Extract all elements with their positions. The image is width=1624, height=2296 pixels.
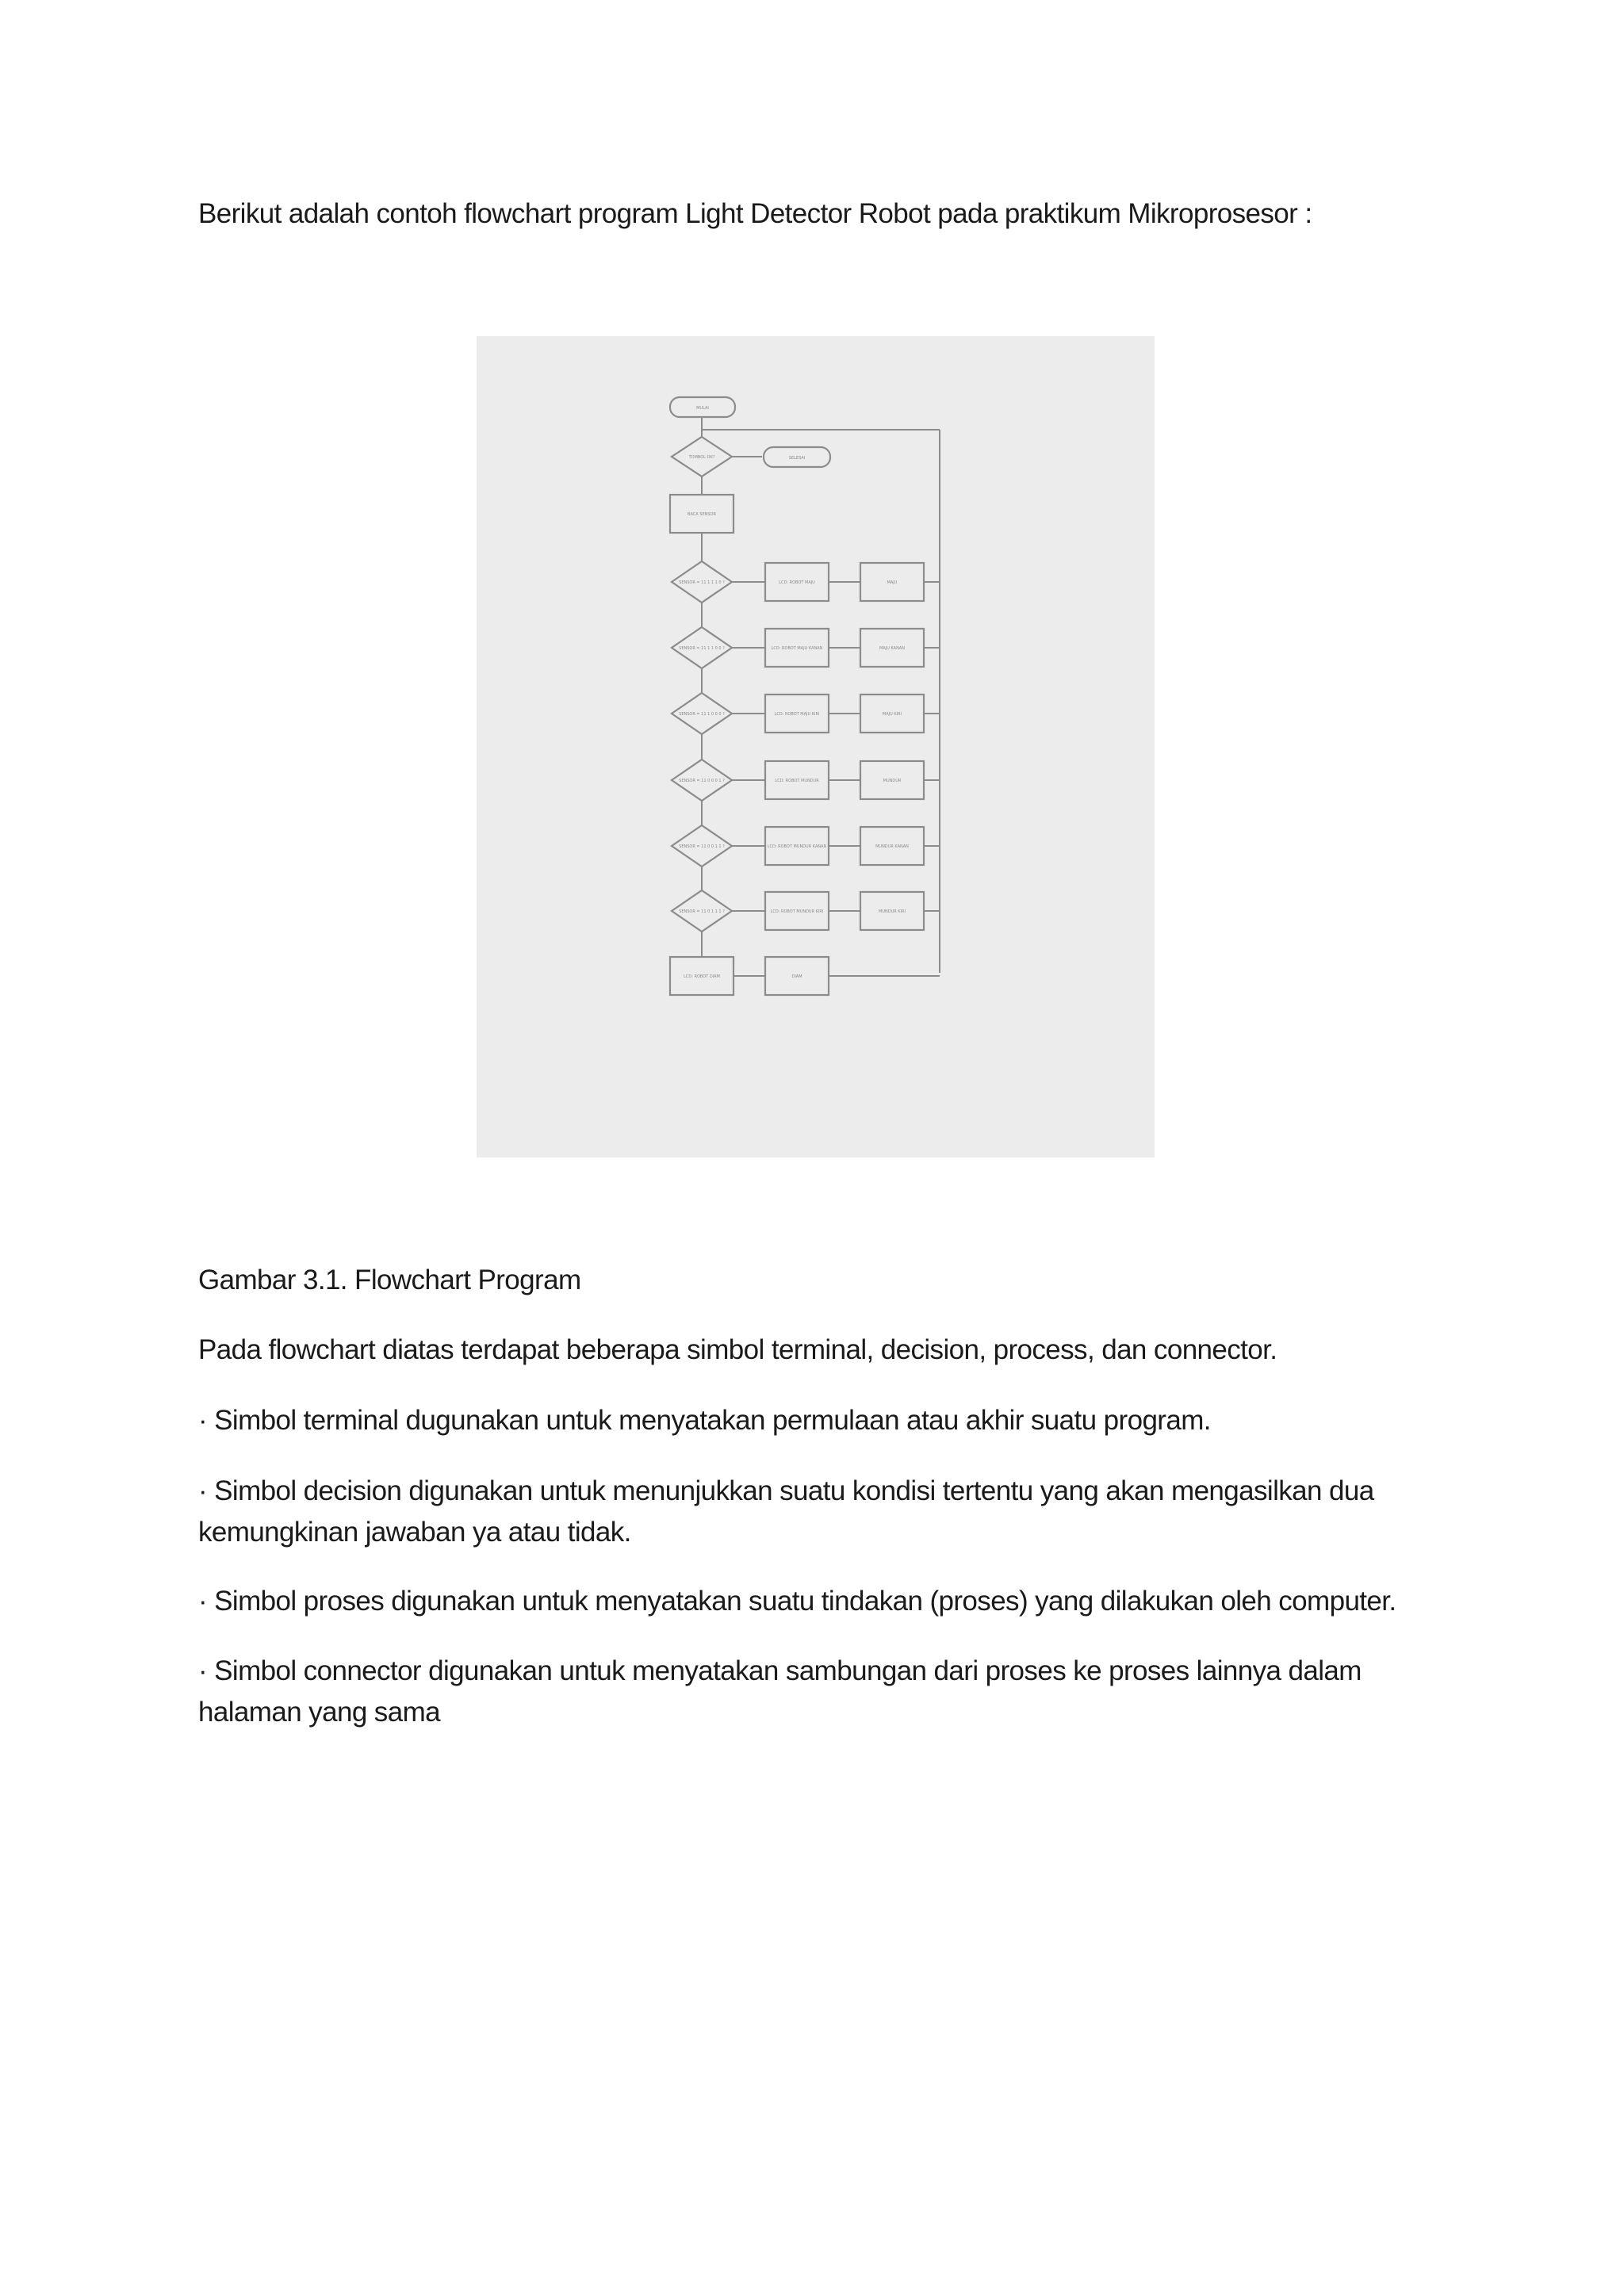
- action-label: MAJU KIRI: [882, 712, 902, 717]
- decision-row-2: [672, 627, 924, 668]
- lcd-label: LCD: ROBOT MUNDUR: [775, 779, 819, 783]
- decision-label: SENSOR = 11 0 0 0 1 ?: [679, 779, 725, 783]
- paragraph-5: · Simbol connector digunakan untuk menyatakan sambungan dari proses ke proses lainnya dalam halaman yang sama: [198, 1655, 1362, 1728]
- decision-row-4: [672, 760, 924, 801]
- lcd-label: LCD: ROBOT MAJU KANAN: [771, 646, 823, 651]
- lcd-label: LCD: ROBOT MUNDUR KANAN: [767, 844, 827, 849]
- flowchart-figure: [477, 336, 1155, 1158]
- action-label: MUNDUR KIRI: [879, 909, 906, 914]
- decision-label: SENSOR = 11 0 0 1 1 ?: [679, 844, 725, 849]
- paragraph-4: · Simbol proses digunakan untuk menyatakan suatu tindakan (proses) yang dilakukan oleh computer.: [198, 1586, 1396, 1617]
- flowchart-diagram: [477, 336, 1155, 1158]
- default-lcd-label: LCD: ROBOT DIAM: [684, 974, 720, 979]
- terminal-start-label: MULAI: [696, 406, 709, 411]
- lcd-label: LCD: ROBOT MAJU: [779, 580, 815, 585]
- decision-label: SENSOR = 11 1 0 0 0 ?: [679, 712, 725, 717]
- paragraph-2: · Simbol terminal dugunakan untuk menyatakan permulaan atau akhir suatu program.: [198, 1405, 1211, 1436]
- action-label: MAJU: [887, 580, 898, 585]
- default-action-label: DIAM: [791, 974, 802, 979]
- decision-row-5: [672, 825, 924, 867]
- action-label: MAJU KANAN: [879, 646, 905, 651]
- decision-row-3: [672, 693, 924, 734]
- action-label: MUNDUR KANAN: [875, 844, 909, 849]
- decision-label: SENSOR = 11 1 1 1 0 ?: [679, 580, 725, 585]
- intro-text: Berikut adalah contoh flowchart program Light Detector Robot pada praktikum Mikroprosesor :: [198, 198, 1312, 229]
- figure-caption: Gambar 3.1. Flowchart Program: [198, 1265, 581, 1295]
- lcd-label: LCD: ROBOT MAJU KIRI: [774, 712, 820, 717]
- terminal-end-label: SELESAI: [788, 456, 806, 461]
- decision-label: SENSOR = 11 1 1 0 0 ?: [679, 646, 725, 651]
- decision-label: SENSOR = 11 0 1 1 1 ?: [679, 909, 725, 914]
- paragraph-1: Pada flowchart diatas terdapat beberapa simbol terminal, decision, process, dan connector.: [198, 1334, 1277, 1365]
- lcd-label: LCD: ROBOT MUNDUR KIRI: [770, 909, 824, 914]
- decision-row-1: [672, 561, 924, 603]
- decision-row-6: [672, 890, 924, 932]
- process-read-sensor-label: BACA SENSOR: [688, 512, 716, 517]
- action-label: MUNDUR: [883, 779, 902, 783]
- decision-tombol-label: TOMBOL OK?: [688, 455, 715, 460]
- paragraph-3: · Simbol decision digunakan untuk menunjukkan suatu kondisi tertentu yang akan mengasilkan dua kemungkinan jawaban ya atau tidak.: [198, 1475, 1374, 1548]
